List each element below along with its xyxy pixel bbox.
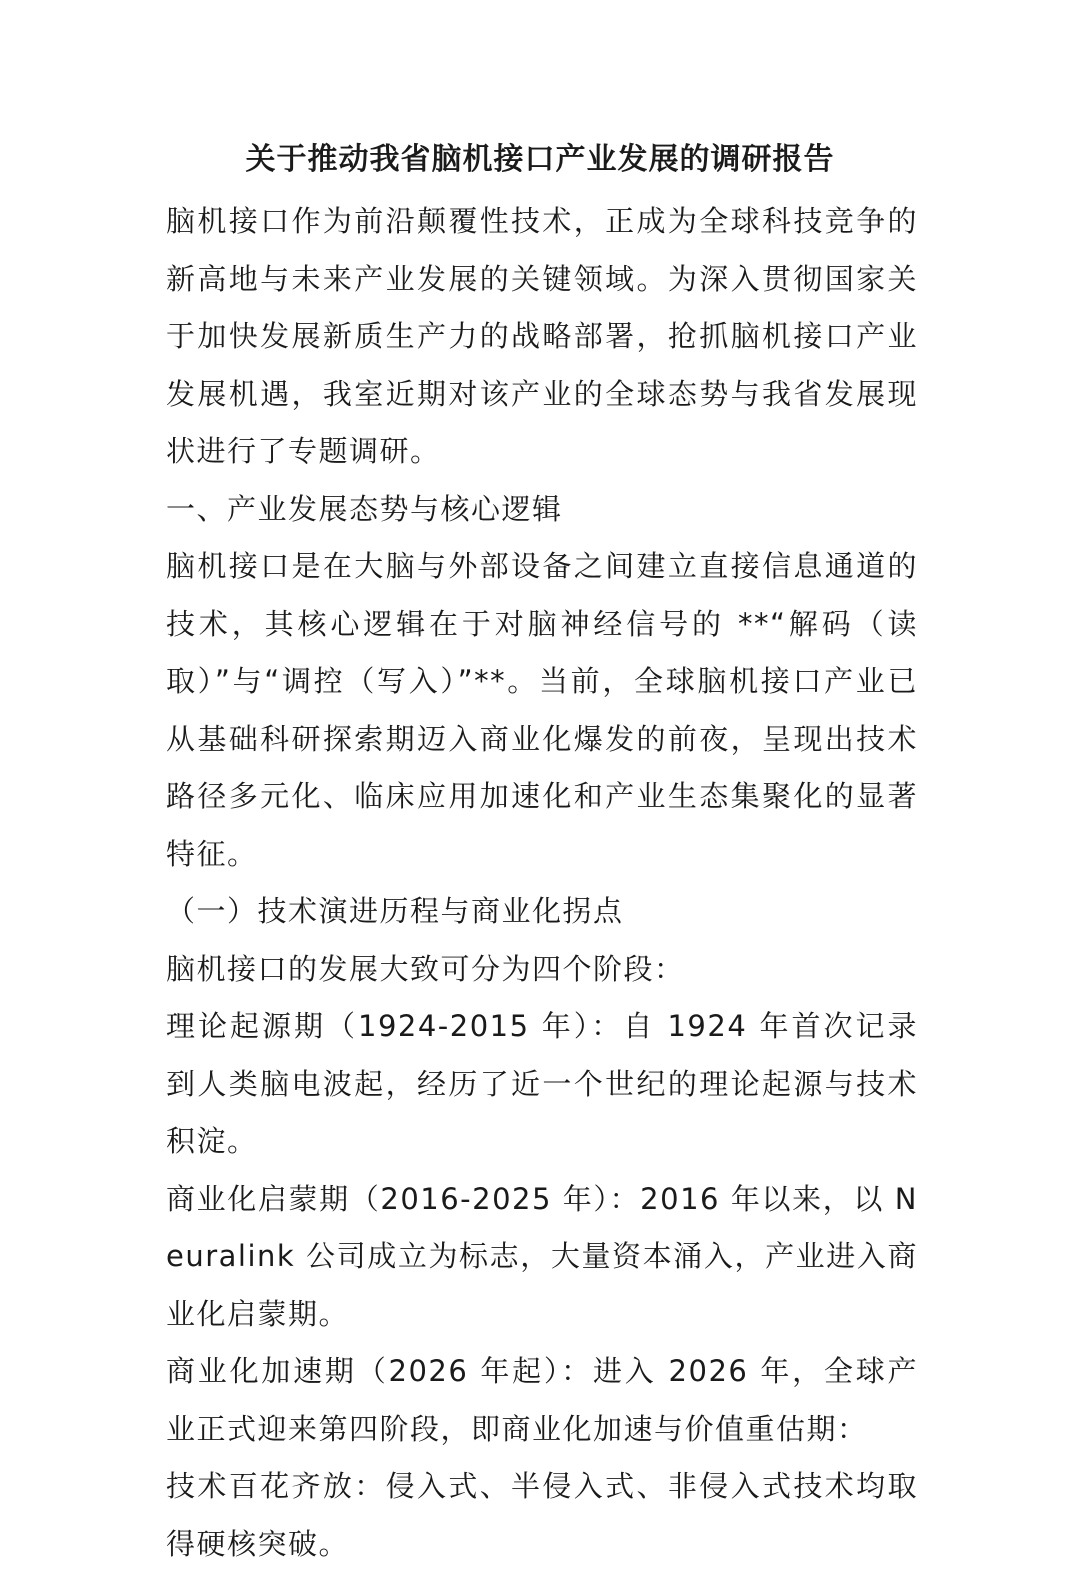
paragraph-stages-intro: 脑机接口的发展大致可分为四个阶段：: [166, 951, 685, 986]
subsection-heading-1: （一）技术演进历程与商业化拐点: [166, 894, 624, 928]
paragraph-stage-acceleration: 商业化加速期（2026 年起）：进入 2026 年，全球产业正式迎来第四阶段，即商业化加速与价值重估期：: [166, 1354, 918, 1446]
paragraph-intro: 脑机接口作为前沿颠覆性技术，正成为全球科技竞争的新高地与未来产业发展的关键领域。为深入贯彻国家关于加快发展新质生产力的战略部署，抢抓脑机接口产业发展机遇，我室近期对该产业的全球态势与我省发展现状进行了专题调研。: [166, 204, 918, 468]
section-heading-1: 一、产业发展态势与核心逻辑: [166, 491, 563, 526]
document-body: [166, 193, 918, 1573]
document-title: 关于推动我省脑机接口产业发展的调研报告: [245, 142, 835, 177]
paragraph-core-logic: 脑机接口是在大脑与外部设备之间建立直接信息通道的技术，其核心逻辑在于对脑神经信号的 **“解码（读取）”与“调控（写入）”**。当前，全球脑机接口产业已从基础科研探索期迈入商业化爆发的前夜，呈现出技术路径多元化、临床应用加速化和产业生态集聚化的显著特征。: [166, 549, 918, 871]
paragraph-stage-enlightenment: 商业化启蒙期（2016-2025 年）：2016 年以来，以 Neuralink 公司成立为标志，大量资本涌入，产业进入商业化启蒙期。: [166, 1181, 918, 1331]
paragraph-stage-theory: 理论起源期（1924-2015 年）：自 1924 年首次记录到人类脑电波起，经历了近一个世纪的理论起源与技术积淀。: [166, 1009, 918, 1158]
paragraph-tech-bloom: 技术百花齐放：侵入式、半侵入式、非侵入式技术均取得硬核突破。: [166, 1469, 918, 1561]
